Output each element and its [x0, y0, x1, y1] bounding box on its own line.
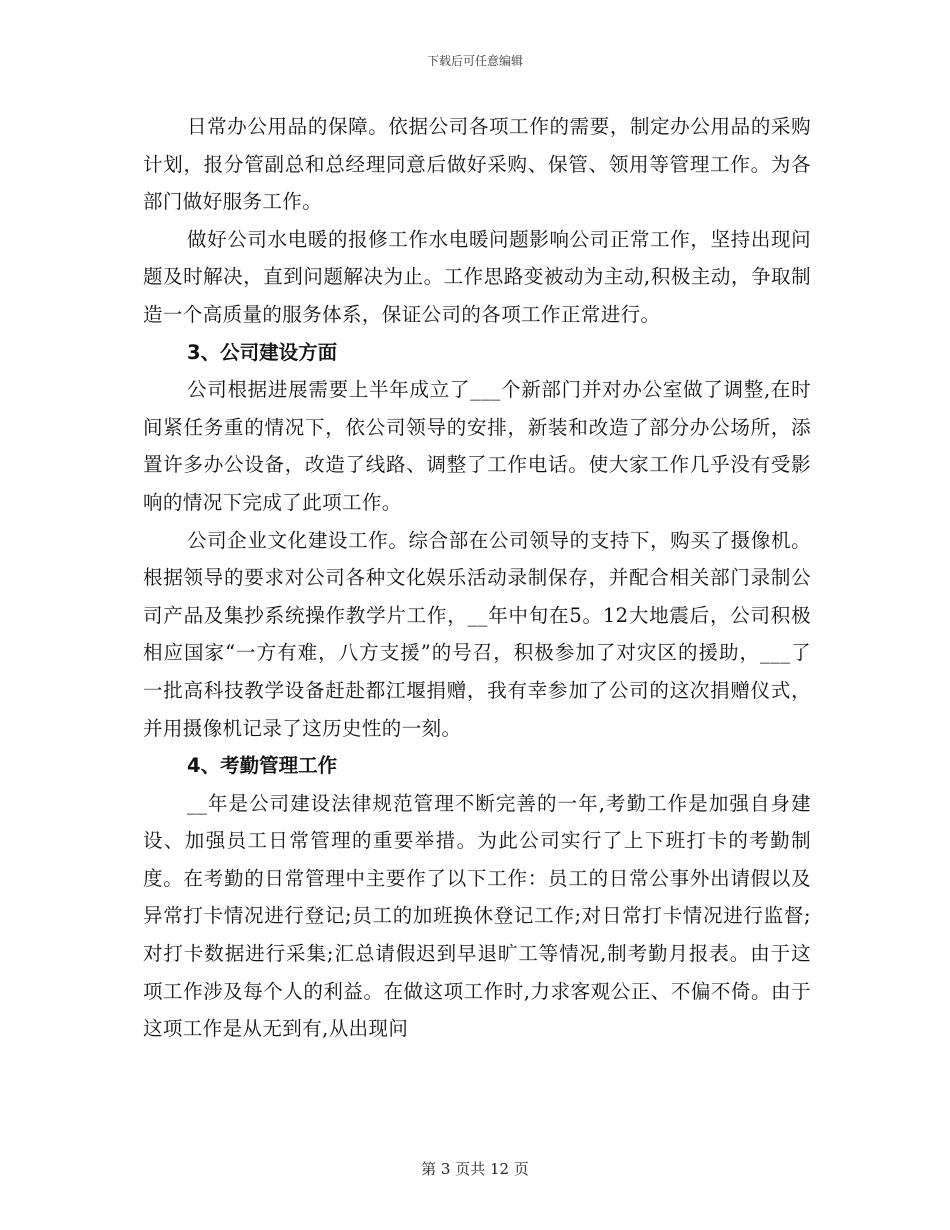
page-footer: 第 3 页共 12 页	[421, 1160, 529, 1178]
document-body	[143, 108, 811, 1048]
section-heading-attendance: 4、考勤管理工作	[187, 754, 338, 778]
paragraph-attendance-management: __年是公司建设法律规范管理不断完善的一年,考勤工作是加强自身建设、加强员工日常管理的重要举措。为此公司实行了上下班打卡的考勤制度。在考勤的日常管理中主要作了以下工作：员工的日常公事外出请假以及异常打卡情况进行登记;员工的加班换休登记工作;对日常打卡情况进行监督;对打卡数据进行采集;汇总请假迟到早退旷工等情况,制考勤月报表。由于这项工作涉及每个人的利益。在做这项工作时,力求客观公正、不偏不倚。由于这项工作是从无到有,从出现问	[143, 791, 811, 1041]
paragraph-new-departments: 公司根据进展需要上半年成立了___个新部门并对办公室做了调整,在时间紧任务重的情况下，依公司领导的安排，新装和改造了部分办公场所，添置许多办公设备，改造了线路、调整了工作电话。使大家工作几乎没有受影响的情况下完成了此项工作。	[143, 378, 811, 514]
section-heading-company-building: 3、公司建设方面	[187, 340, 338, 364]
paragraph-utilities-repair: 做好公司水电暖的报修工作水电暖问题影响公司正常工作，坚持出现问题及时解决，直到问题解决为止。工作思路变被动为主动,积极主动，争取制造一个高质量的服务体系，保证公司的各项工作正常进行。	[143, 227, 811, 326]
paragraph-corporate-culture: 公司企业文化建设工作。综合部在公司领导的支持下，购买了摄像机。根据领导的要求对公司各种文化娱乐活动录制保存，并配合相关部门录制公司产品及集抄系统操作教学片工作，__年中旬在5。12大地震后，公司积极相应国家“一方有难，八方支援”的号召，积极参加了对灾区的援助，___了一批高科技教学设备赶赴都江堰捐赠，我有幸参加了公司的这次捐赠仪式，并用摄像机记录了这历史性的一刻。	[143, 528, 811, 740]
paragraph-office-supplies: 日常办公用品的保障。依据公司各项工作的需要，制定办公用品的采购计划，报分管副总和总经理同意后做好采购、保管、领用等管理工作。为各部门做好服务工作。	[143, 115, 811, 214]
page-header: 下载后可任意编辑	[426, 54, 523, 68]
